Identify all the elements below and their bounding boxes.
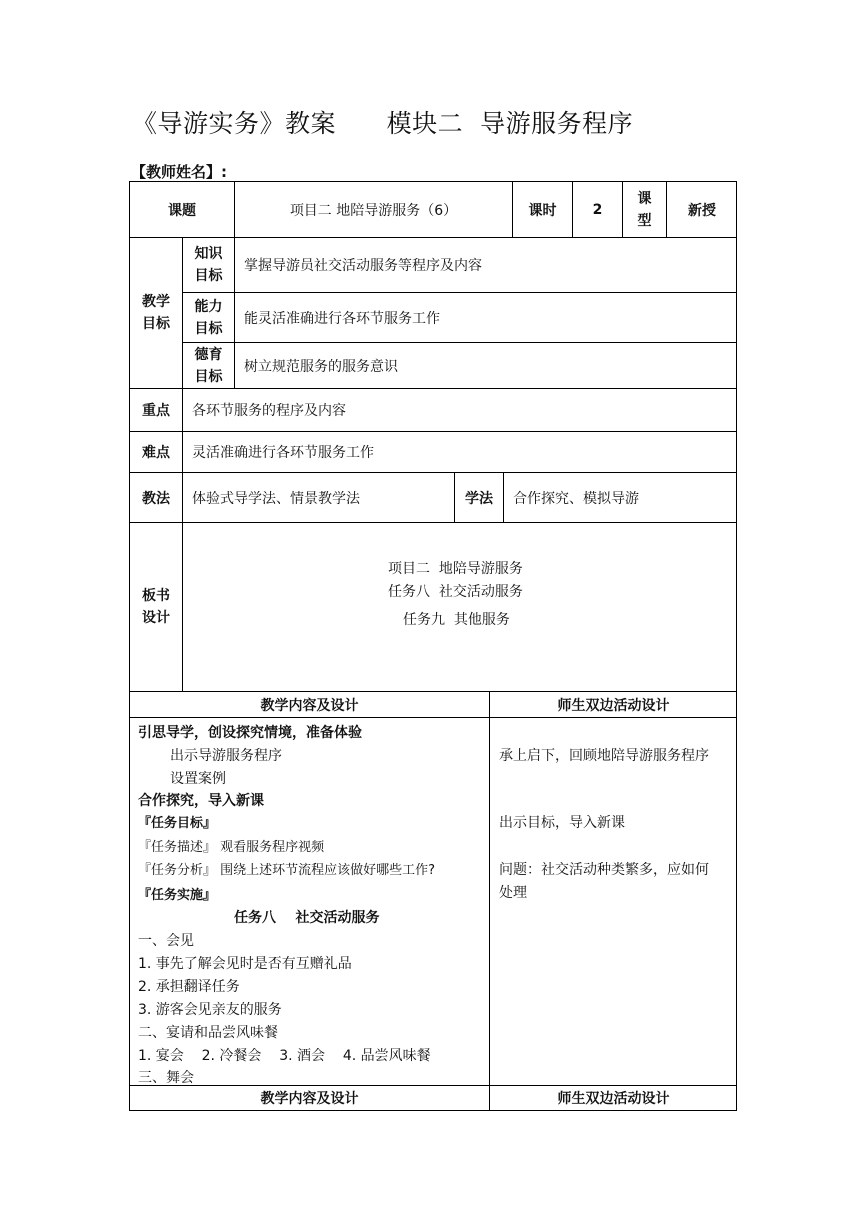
page-title: 《导游实务》教案 模块二 导游服务程序 — [132, 109, 634, 138]
goal-moral-value: 树立规范服务的服务意识 — [234, 342, 737, 388]
activity-line: 承上启下，回顾地陪导游服务程序 — [499, 748, 709, 764]
goal-knowledge-value: 掌握导游员社交活动服务等程序及内容 — [234, 237, 737, 292]
content-line: 3. 游客会见亲友的服务 — [138, 1002, 282, 1018]
board-line-1: 项目二 地陪导游服务 — [388, 561, 523, 577]
goal-knowledge-label — [182, 237, 234, 292]
board-line-3: 任务九 其他服务 — [403, 612, 510, 628]
content-line: 1. 宴会 2. 冷餐会 3. 酒会 4. 品尝风味餐 — [138, 1048, 431, 1064]
goal-moral-label-text: 德育目标 — [194, 346, 223, 385]
content-line: 设置案例 — [170, 771, 226, 787]
goals-label-text: 教学目标 — [142, 294, 170, 332]
content-line: 一、会见 — [138, 933, 194, 949]
content-header-left: 教学内容及设计 — [129, 691, 489, 717]
topic-value: 项目二 地陪导游服务（6） — [234, 181, 512, 237]
goal-knowledge-label-text: 知识目标 — [194, 246, 223, 284]
board-label — [129, 522, 182, 691]
type-label — [622, 181, 666, 237]
type-label-text: 课型 — [637, 190, 652, 229]
content-left-cell — [129, 717, 489, 1085]
goal-moral-label — [182, 342, 234, 388]
topic-label: 课题 — [129, 181, 234, 237]
goals-label — [129, 237, 182, 388]
difficulty-label: 难点 — [129, 431, 182, 472]
content-right-cell — [489, 717, 737, 1085]
goal-ability-label-text: 能力目标 — [194, 298, 223, 337]
activity-line: 处理 — [499, 885, 527, 901]
hours-label: 课时 — [512, 181, 572, 237]
content-line: 『任务描述』 观看服务程序视频 — [138, 840, 325, 855]
content-line: 引思导学，创设探究情境，准备体验 — [138, 725, 362, 741]
content-line: 『任务实施』 — [138, 888, 217, 903]
content-line: 出示导游服务程序 — [170, 748, 282, 764]
board-label-text: 板书设计 — [142, 588, 170, 626]
teacher-name-label: 【教师姓名】: — [131, 163, 227, 181]
board-line-2: 任务八 社交活动服务 — [388, 584, 523, 600]
learn-method-value: 合作探究、模拟导游 — [503, 472, 737, 522]
learn-method-label: 学法 — [454, 472, 503, 522]
content-line: 2. 承担翻译任务 — [138, 979, 240, 995]
content-line: 『任务目标』 — [138, 816, 217, 831]
content-line: 任务八 社交活动服务 — [234, 910, 380, 926]
content-line: 1. 事先了解会见时是否有互赠礼品 — [138, 956, 352, 972]
table-right-border — [736, 181, 737, 1111]
key-value: 各环节服务的程序及内容 — [182, 388, 737, 431]
content-line: 二、宴请和品尝风味餐 — [138, 1025, 278, 1041]
board-content — [182, 522, 737, 691]
content-line: 合作探究，导入新课 — [138, 793, 264, 809]
table-bottom-border — [129, 1110, 737, 1111]
activity-line: 问题：社交活动种类繁多，应如何 — [499, 862, 709, 878]
content-header-right: 师生双边活动设计 — [489, 691, 737, 717]
goal-ability-label — [182, 292, 234, 342]
activity-line: 出示目标，导入新课 — [499, 815, 625, 831]
content-line: 三、舞会 — [138, 1070, 194, 1086]
content-line: 『任务分析』 围绕上述环节流程应该做好哪些工作? — [138, 863, 436, 878]
footer-header-left: 教学内容及设计 — [129, 1085, 489, 1110]
type-value: 新授 — [666, 181, 737, 237]
teach-method-label: 教法 — [129, 472, 182, 522]
key-label: 重点 — [129, 388, 182, 431]
difficulty-value: 灵活准确进行各环节服务工作 — [182, 431, 737, 472]
footer-header-right: 师生双边活动设计 — [489, 1085, 737, 1110]
goal-ability-value: 能灵活准确进行各环节服务工作 — [234, 292, 737, 342]
hours-value: 2 — [572, 181, 622, 237]
teach-method-value: 体验式导学法、情景教学法 — [182, 472, 454, 522]
